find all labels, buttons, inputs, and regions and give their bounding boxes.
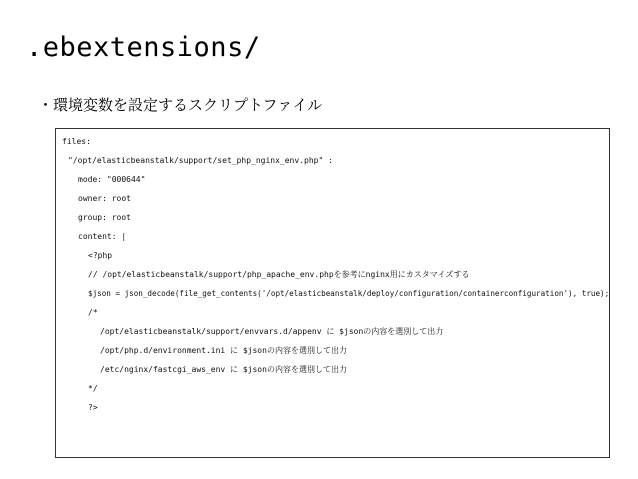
- slide-title: .ebextensions/: [26, 32, 261, 63]
- code-line: content: |: [78, 232, 127, 241]
- code-line: ?>: [88, 403, 98, 412]
- code-line: $json = json_decode(file_get_contents('/opt/elasticbeanstalk/deploy/configuration/containerconfiguration'), true);: [88, 289, 610, 298]
- code-line: /opt/php.d/environment.ini に $jsonの内容を選別して出力: [100, 346, 347, 355]
- code-line: mode: "000644": [78, 175, 146, 184]
- code-line: <?php: [88, 251, 113, 260]
- code-line: /*: [88, 308, 98, 317]
- code-line: /etc/nginx/fastcgi_aws_env に $jsonの内容を選別して出力: [100, 365, 347, 374]
- code-line: */: [88, 384, 98, 393]
- bullet-text: ・環境変数を設定するスクリプトファイル: [38, 96, 323, 114]
- code-line: owner: root: [78, 194, 131, 203]
- code-line: "/opt/elasticbeanstalk/support/set_php_nginx_env.php" :: [68, 156, 333, 165]
- code-line: group: root: [78, 213, 131, 222]
- code-line: // /opt/elasticbeanstalk/support/php_apache_env.phpを参考にnginx用にカスタマイズする: [88, 270, 470, 279]
- code-line: /opt/elasticbeanstalk/support/envvars.d/appenv に $jsonの内容を選別して出力: [100, 327, 444, 336]
- code-line: files:: [62, 137, 91, 146]
- code-block: [55, 128, 610, 458]
